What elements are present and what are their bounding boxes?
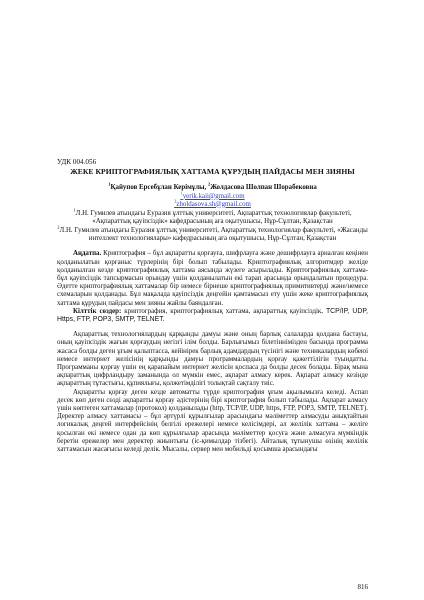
affiliation-2 bbox=[57, 224, 368, 243]
email-2-link[interactable]: zholdasova.sh@gmail.com bbox=[176, 200, 251, 208]
section-gap bbox=[57, 324, 368, 331]
keywords-label: Кілттік сөздер: bbox=[73, 307, 122, 315]
abstract bbox=[57, 250, 368, 307]
affiliation-2-marker: 2 bbox=[57, 224, 60, 230]
udc-code: УДК 004.056 bbox=[57, 158, 97, 166]
affiliation-2-text: Л.Н. Гумилев атындағы Еуразия ұлттық университеті, Ақпараттық технологиялар факультеті, «Жасанды интеллект технологиялары» кафедрасының аға оқытушысы, Нұр-Сұлтан, Қазақстан bbox=[59, 227, 368, 243]
authors-line bbox=[57, 184, 368, 192]
email-2-line bbox=[57, 198, 368, 209]
email-2-marker: 2 bbox=[174, 198, 177, 204]
affiliation-1-marker: 1 bbox=[73, 207, 76, 213]
author-1: Қайупов Ерсебұлан Керімұлы, bbox=[110, 184, 208, 192]
email-1-marker: 1 bbox=[180, 190, 183, 196]
keywords bbox=[57, 308, 368, 324]
keywords-protocols: TCP/IP, UDP, Https, FTP, POP3, SMTP, TELNET. bbox=[57, 307, 368, 324]
page-number: 816 bbox=[357, 583, 368, 591]
author-2: Жолдасова Шолпан Шорабековна bbox=[210, 184, 317, 192]
body-paragraph-2: Ақпаратты қорғау деген кезде автоматты түрде криптография ұғым ақылымызға келеді. Аспап десек көп деген сөзді ақпаратты қорғау әдістерінің бірі криптография болып табылады. Ақпарат алмасу үшін көптеген хаттамалар (протокол) қолданылады (http, TCP/IP, UDP, https, FTP, POP3, SMTP, TELNET). Деректер алмасу хаттамасы – бұл әртүрлі құрылғылар арасындағы мәліметтер алмасуды анықтайтын логикалық деңгей интерфейсінің белгілі ережелері немесе келісімдері, ал желілік хаттама – желіге қосылған екі немесе одан да көп құрылғылар арасында мәліметтер қосуға және алмасуға мүмкіндік беретін ережелер мен деректер жиынтығы (іс-қимылдар тізбегі). Айталық тұтынушы өзінің желілік хаттамасын жасағысы келеді делік. Мысалы, сервер мен мобильді қосымша арасындағы bbox=[57, 388, 368, 454]
abstract-label: Аңдатпа. bbox=[73, 250, 102, 258]
author-2-marker: 2 bbox=[207, 182, 211, 188]
abstract-text: Криптография – бұл ақпаратты қорғауға, шифрлауға және дешифрлауға арналған кеңінен қолданылатын қорғаныс түрлерінің бірі болып табылады. Криптографиялық алгоритмдер желіде қолданылған кезде криптографиялық хаттама аясында жүзеге асырылады. Криптографиялық хаттама-бұл қауіпсіздік тапсырмасын орындау үшін қолданылатын екі тарап арасында орындалатын процедура. Әдетте криптографиялық хаттамалар бір немесе бірнеше криптографиялық примитивтерді және/немесе схемаларын қолданады. Бұл мақалада қауіпсіздік деңгейін қамтамасыз ету үшін жеке криптографиялық хаттама құрудың пайдасы мен зияны жайлы баяндалған. bbox=[57, 250, 368, 307]
affiliation-1 bbox=[57, 207, 368, 226]
body-paragraph-1: Ақпараттық технологиялардың қарқынды дамуы және оның барлық салаларда қолдана бастауы, оның қауіпсіздік жағын қорғаудың негізгі ілім болды. Барлығымыз білетіннімізден басында программа жасаса болды деген ұғым қалыптасса, кейінірек барлық адамдардың түсінігі және техникалардың көбеюі немесе интернет желісінің қарқынды дамуы программалардың қорғау қажеттілігін туындатты. Программаны қорғау үшін ең қарапайым интернет желісін қоспаса да болды десек болады. Бірақ мына ақпараттық цифрландыру заманында ол мүмкін емес, ақпарат алмасу керек. Ақпарат алмасу кезінде ақпараттың тұтастығы, құпиялығы, қолжетімділігі толықтай сақталу тиіс. bbox=[57, 331, 368, 388]
affiliation-1-text: Л.Н. Гумилев атындағы Еуразия ұлттық университеті, Ақпараттық технологиялар факультеті, «Ақпараттық қауіпсіздік» кафедрасының аға оқытушысы, Нұр-Сұлтан, Қазақстан bbox=[75, 209, 352, 225]
author-1-marker: 1 bbox=[108, 182, 111, 188]
keywords-text: криптография, криптографиялық хаттама, ақпараттық қауіпсіздік, bbox=[121, 307, 326, 315]
email-1-link[interactable]: yerik.kaii@gmail.com bbox=[182, 192, 245, 200]
paper-title: ЖЕКЕ КРИПТОГРАФИЯЛЫҚ ХАТТАМА ҚҰРУДЫҢ ПАЙДАСЫ МЕН ЗИЯНЫ bbox=[70, 167, 355, 177]
